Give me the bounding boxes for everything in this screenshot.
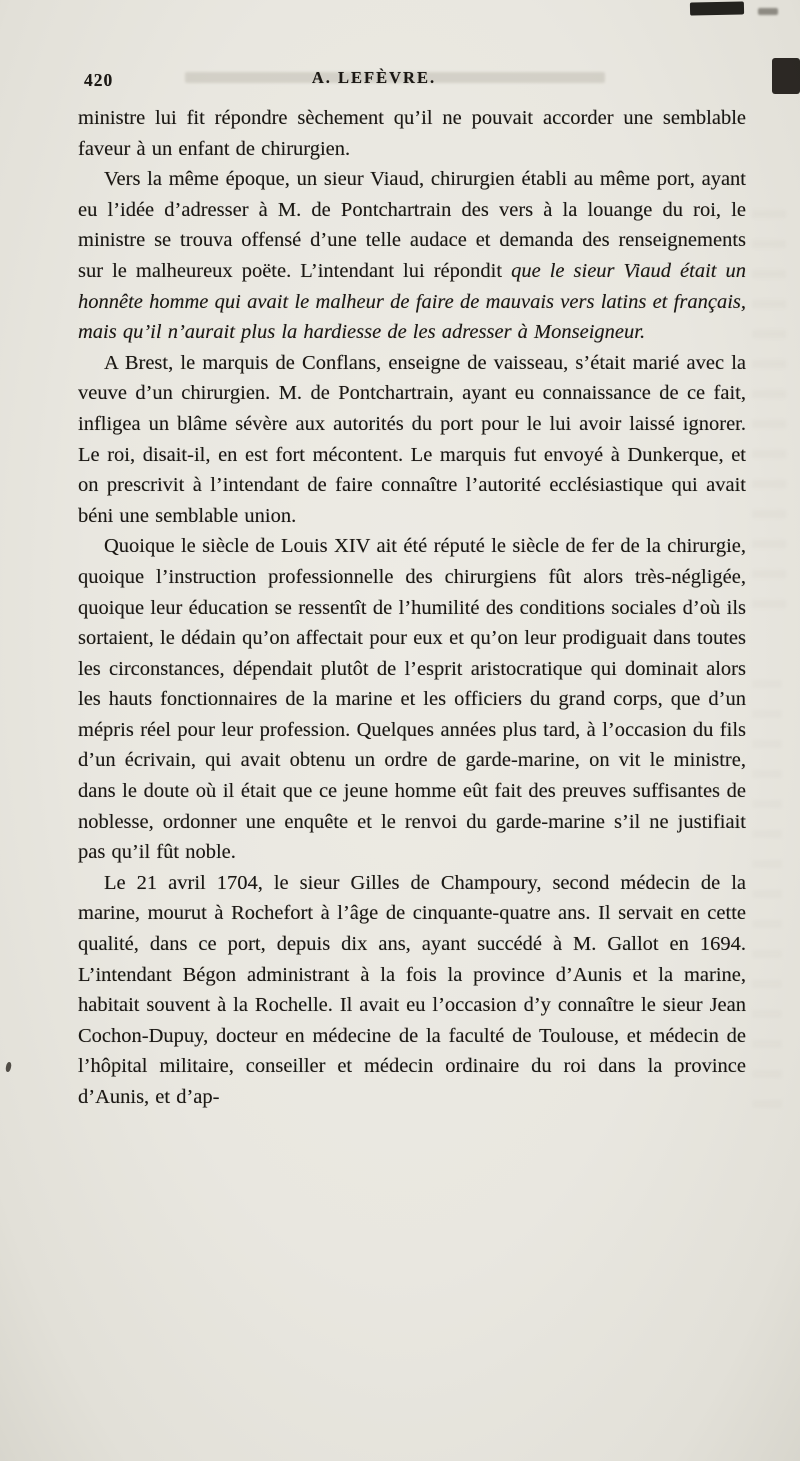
running-header: A. LEFÈVRE.	[311, 68, 437, 87]
page-number: 420	[84, 70, 114, 90]
paragraph	[78, 868, 746, 1113]
bleed-through-artifact	[752, 680, 782, 1110]
bleed-through-artifact	[752, 210, 786, 630]
margin-speck-artifact	[5, 1062, 12, 1073]
paragraph	[78, 348, 746, 532]
text-run: Le 21 avril 1704, le sieur Gilles de Champoury, second médecin de la marine, mourut à Rochefort à l’âge de cinquante-quatre ans. Il servait en cette qualité, dans ce port, depuis dix ans, ayant succédé à M. Gallot en 1694. L’intendant Bégon administrant à la fois la province d’Aunis et la marine, habitait souvent à la Rochelle. Il avait eu l’occasion d’y connaître le sieur Jean Cochon-Dupuy, docteur en médecine de la faculté de Toulouse, et médecin de l’hôpital militaire, conseiller et médecin ordinaire du roi dans la province d’Aunis, et d’ap-	[78, 871, 746, 1108]
text-run: Quoique le siècle de Louis XIV ait été réputé le siècle de fer de la chirurgie, quoique l’instruction professionnelle des chirurgiens fût alors très-négligée, quoique leur éducation se ressentît de l’humilité des conditions sociales d’où ils sortaient, le dédain qu’on affectait pour eux et qu’on leur prodiguait dans toutes les circonstances, dépendait plutôt de l’esprit aristocratique qui dominait alors les hauts fonctionnaires de la marine et les officiers du grand corps, que d’un mépris réel pour leur profession. Quelques années plus tard, à l’occasion du fils d’un écrivain, qui avait obtenu un ordre de garde-marine, on vit le ministre, dans le doute où il était que ce jeune homme eût fait des preuves suffisantes de noblesse, ordonner une enquête et le renvoi du garde-marine s’il ne justifiait pas qu’il fût noble.	[78, 535, 746, 864]
ink-smudge-artifact	[758, 8, 778, 15]
paragraph	[78, 103, 746, 164]
ink-blot-artifact	[690, 1, 744, 15]
page-header	[78, 68, 746, 94]
text-run: ministre lui fit répondre sèchement qu’il ne pouvait accorder une semblable faveur à un enfant de chirurgien.	[78, 107, 746, 160]
paragraph	[78, 531, 746, 868]
text-run: Vers la même époque, un sieur Viaud, chirurgien établi au même port, ayant eu l’idée d’adresser à M. de Pontchartrain des vers à la louange du roi, le ministre se trouva offensé d’une telle audace et demanda des renseignements sur le malheureux poëte. L’intendant lui répondit	[78, 168, 746, 282]
paragraph	[78, 164, 746, 348]
page-body	[78, 103, 746, 1113]
text-run: A Brest, le marquis de Conflans, enseigne de vaisseau, s’était marié avec la veuve d’un chirurgien. M. de Pontchartrain, ayant eu connaissance de ce fait, infligea un blâme sévère aux autorités du port pour le lui avoir laissé ignorer. Le roi, disait-il, en est fort mécontent. Le marquis fut envoyé à Dunkerque, et on prescrivit à l’intendant de faire connaître l’autorité ecclésiastique qui avait béni une semblable union.	[78, 351, 746, 527]
ink-blot-artifact	[772, 58, 800, 94]
text-run-italic: que le sieur Viaud était un honnête homme qui avait le malheur de faire de mauvais vers latins et français, mais qu’il n’aurait plus la hardiesse de les adresser à Monseigneur.	[78, 259, 746, 344]
